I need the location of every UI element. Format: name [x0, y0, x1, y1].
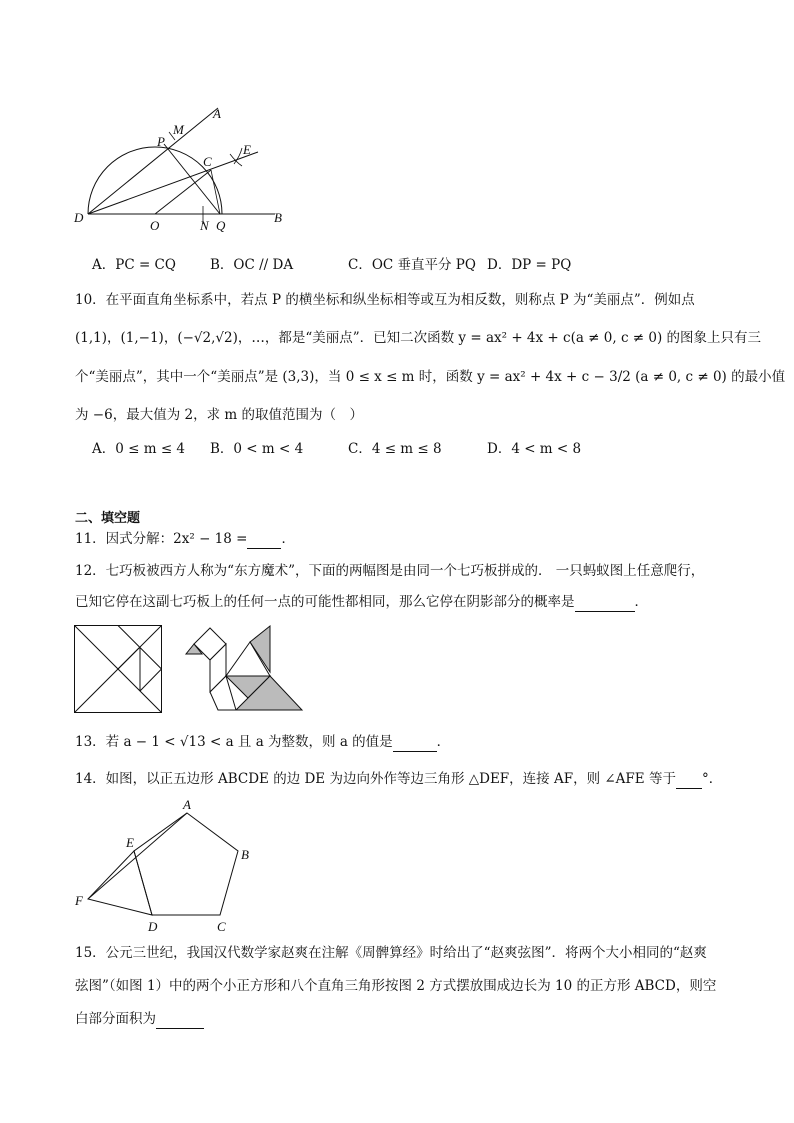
q12-line-2	[75, 593, 648, 612]
q15-answer-blank[interactable]	[156, 1010, 204, 1029]
q10-option-c: C．4 ≤ m ≤ 8	[348, 441, 442, 457]
section-heading-fill-in: 二、填空题	[75, 511, 141, 526]
tangram-line-3	[118, 647, 140, 669]
label-F: F	[75, 893, 83, 908]
tangram-bird-figure	[180, 624, 306, 714]
label-A: A	[213, 106, 221, 121]
q13-text: 13．若 a − 1 < √13 < a 且 a 为整数，则 a 的值是	[75, 734, 393, 750]
label-N: N	[200, 218, 209, 233]
q14-line	[75, 770, 722, 789]
pentagon-ABCDE	[134, 813, 238, 915]
q14-answer-blank[interactable]	[676, 770, 702, 789]
q14-end: °．	[701, 771, 723, 787]
label-C: C	[217, 919, 226, 934]
q15-line-3	[75, 1010, 204, 1029]
q10-line-4: 为 −6，最大值为 2，求 m 的取值范围为（ ）	[75, 407, 363, 423]
semicircle-arc	[88, 147, 222, 214]
q9-option-b: B．OC // DA	[210, 257, 294, 273]
q12-answer-blank[interactable]	[575, 593, 635, 612]
q9-option-a: A．PC = CQ	[92, 257, 176, 273]
label-B: B	[274, 210, 282, 225]
q10-line-1: 10．在平面直角坐标系中，若点 P 的横坐标和纵坐标相等或互为相反数，则称点 P 为“美丽点”．例如点	[75, 292, 695, 308]
label-P: P	[157, 134, 165, 149]
construction-arc-e2	[234, 148, 242, 164]
q10-line-2: (1,1)，(1,−1)，(−√2,√2)，…，都是“美丽点”．已知二次函数 y = ax² + 4x + c(a ≠ 0, c ≠ 0) 的图象上只有三	[75, 330, 762, 346]
label-Q: Q	[216, 218, 226, 233]
q15-text: 白部分面积为	[75, 1011, 156, 1027]
q9-geometry-figure	[70, 100, 300, 240]
triangle-DEF	[88, 851, 152, 915]
q11-line	[75, 530, 295, 549]
label-O: O	[150, 218, 160, 233]
q13-end: ．	[436, 734, 451, 750]
label-A: A	[183, 797, 191, 812]
q12-end: ．	[634, 594, 648, 610]
segment-AF	[88, 813, 187, 899]
q15-line-2: 弦图”（如图 1）中的两个小正方形和八个直角三角形按图 2 方式摆放围成边长为 10 的正方形 ABCD，则空	[75, 978, 717, 994]
q12-text: 已知它停在这副七巧板上的任何一点的可能性都相同，那么它停在阴影部分的概率是	[75, 594, 575, 610]
tangram-line-4	[140, 669, 162, 691]
label-B: B	[241, 847, 249, 862]
label-M: M	[173, 122, 184, 137]
q13-line	[75, 733, 450, 752]
q12-line-1: 12．七巧板被西方人称为“东方魔术”，下面的两幅图是由同一个七巧板拼成的． 一只蚂蚁图上任意爬行，	[75, 563, 705, 579]
q10-option-b: B．0 < m < 4	[210, 441, 304, 457]
ray-DA	[88, 108, 218, 214]
q11-end: ．	[281, 531, 295, 547]
pentagon-triangle-figure	[70, 795, 270, 940]
label-D: D	[74, 210, 84, 225]
label-E: E	[243, 142, 251, 157]
q10-line-3: 个“美丽点”，其中一个“美丽点”是 (3,3)，当 0 ≤ x ≤ m 时，函数 y = ax² + 4x + c − 3/2 (a ≠ 0, c ≠ 0) 的最小值	[75, 369, 786, 385]
q15-line-1: 15．公元三世纪，我国汉代数学家赵爽在注解《周髀算经》时给出了“赵爽弦图”．将两个大小相同的“赵爽	[75, 945, 707, 961]
q9-option-c: C．OC 垂直平分 PQ	[348, 257, 476, 273]
q13-answer-blank[interactable]	[393, 733, 437, 752]
tangram-square-figure	[74, 625, 162, 713]
q9-option-d: D．DP = PQ	[487, 257, 572, 273]
q11-answer-blank[interactable]	[247, 530, 281, 549]
q10-option-d: D．4 < m < 8	[487, 441, 582, 457]
q14-text: 14．如图，以正五边形 ABCDE 的边 DE 为边向外作等边三角形 △DEF，连接 AF，则 ∠AFE 等于	[75, 771, 676, 787]
q10-option-a: A．0 ≤ m ≤ 4	[92, 441, 186, 457]
label-E: E	[126, 835, 134, 850]
q11-text: 11．因式分解：2x² − 18 =	[75, 531, 248, 547]
label-C: C	[203, 154, 212, 169]
label-D: D	[148, 919, 158, 934]
